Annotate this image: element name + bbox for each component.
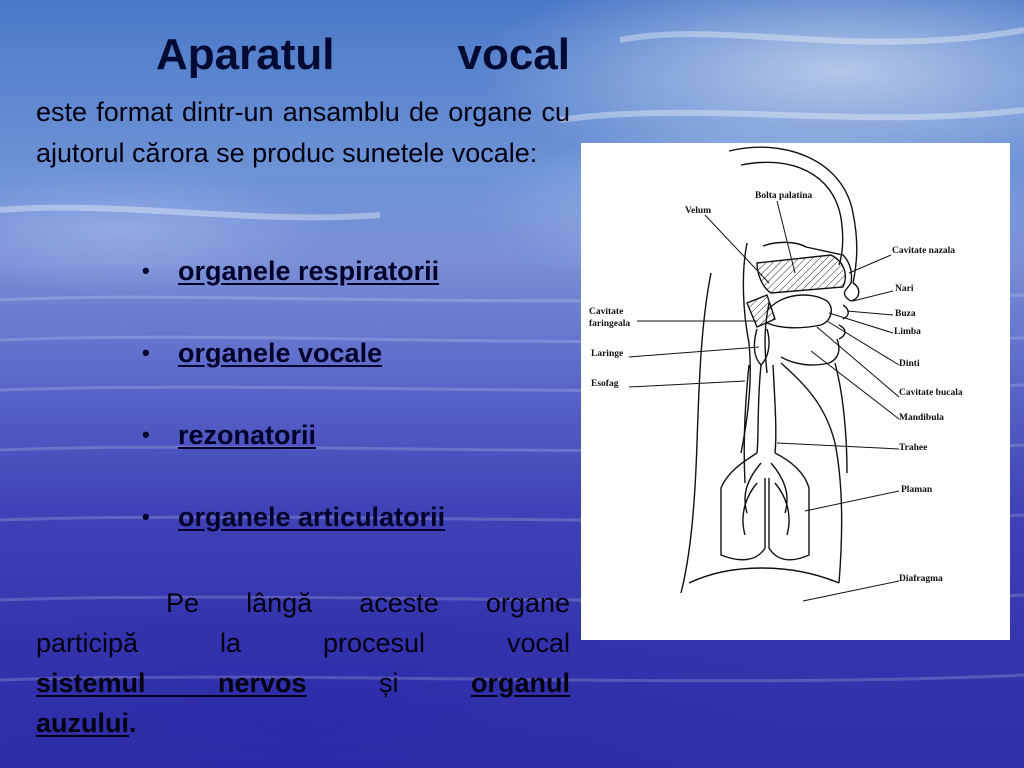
upper-lip xyxy=(843,305,848,319)
outro-line-2: participă la procesul vocal xyxy=(36,628,570,658)
nose-tip xyxy=(844,283,858,301)
bullet-icon: • xyxy=(142,340,150,365)
velum xyxy=(747,295,775,327)
label-velum: Velum xyxy=(685,206,712,216)
sistemul-nervos-link[interactable]: sistemul nervos xyxy=(36,668,307,698)
label-cavitate-faringeala-2: faringeala xyxy=(589,319,631,329)
label-plaman: Plaman xyxy=(901,485,933,495)
bullet-label-respiratorii[interactable]: organele respiratorii xyxy=(178,256,440,286)
label-bolta-palatina: Bolta palatina xyxy=(755,191,813,201)
vocal-apparatus-diagram xyxy=(581,143,1010,640)
outro-line-4 xyxy=(36,708,137,738)
title-word-2: vocal xyxy=(457,30,570,79)
slide-title xyxy=(36,30,570,80)
chin xyxy=(781,339,839,365)
title-word-1: Aparatul xyxy=(156,30,335,79)
diaphragm xyxy=(689,568,839,583)
bullet-label-articulatorii[interactable]: organele articulatorii xyxy=(178,502,446,532)
outro-paragraph xyxy=(36,583,570,743)
tongue xyxy=(767,295,831,328)
conjunction: și xyxy=(379,668,399,698)
label-dinti: Dinti xyxy=(899,359,920,369)
bronchi xyxy=(743,463,789,535)
label-nari: Nari xyxy=(895,284,914,294)
list-item xyxy=(140,334,445,416)
front-line xyxy=(781,363,842,583)
period: . xyxy=(129,708,137,738)
intro-paragraph: este format dintr-un ansamblu de organe cu ajutorul cărora se produc sunetele vocale: xyxy=(36,97,570,168)
label-diafragma: Diafragma xyxy=(899,574,943,584)
label-cavitate-faringeala-1: Cavitate xyxy=(589,307,624,317)
trachea-right xyxy=(773,365,776,453)
trachea-left xyxy=(757,365,761,453)
bullet-label-rezonatorii[interactable]: rezonatorii xyxy=(178,420,317,450)
label-laringe: Laringe xyxy=(591,349,624,359)
label-cavitate-bucala: Cavitate bucala xyxy=(899,388,963,398)
label-cavitate-nazala: Cavitate nazala xyxy=(892,246,956,256)
bullet-icon: • xyxy=(142,422,150,447)
label-trahee: Trahee xyxy=(899,443,928,453)
outro-line-3 xyxy=(36,663,570,703)
organul-link[interactable]: organul xyxy=(470,668,570,698)
outro-line-1: Pe lângă aceste organe xyxy=(166,588,570,618)
organ-list xyxy=(140,252,445,580)
label-limba: Limba xyxy=(894,327,921,337)
label-mandibula: Mandibula xyxy=(899,413,944,423)
auzului-link[interactable]: auzului xyxy=(36,708,129,738)
label-esofag: Esofag xyxy=(591,379,619,389)
list-item xyxy=(140,252,445,334)
label-buza: Buza xyxy=(895,309,916,319)
head-inner xyxy=(741,162,843,265)
list-item xyxy=(140,498,445,580)
list-item xyxy=(140,416,445,498)
palate xyxy=(757,255,845,293)
lung-left xyxy=(721,453,765,560)
bullet-icon: • xyxy=(142,504,150,529)
bullet-label-vocale[interactable]: organele vocale xyxy=(178,338,383,368)
bullet-icon: • xyxy=(142,258,150,283)
